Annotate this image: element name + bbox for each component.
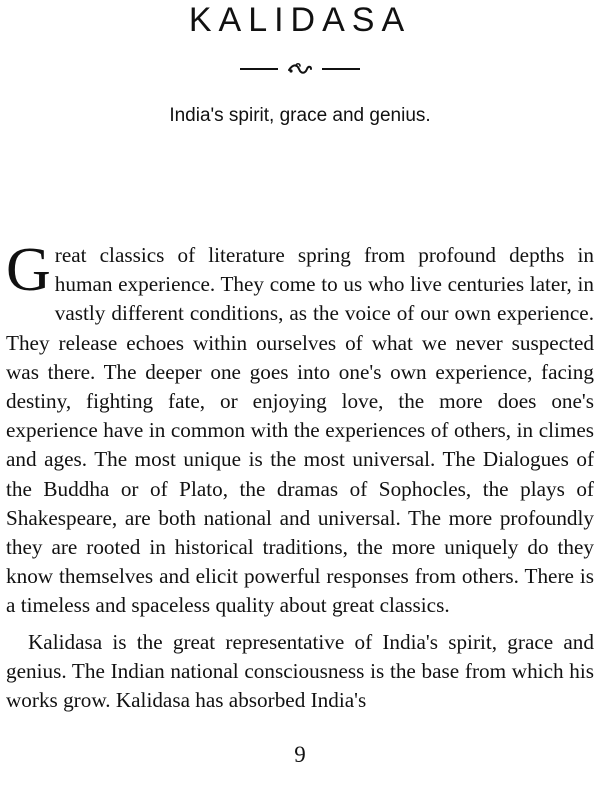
divider-rule-right: [322, 68, 360, 70]
chapter-title: KALIDASA: [188, 1, 412, 39]
drop-cap: G: [6, 236, 51, 304]
paragraph-2: [6, 628, 594, 716]
flourish-ornament-icon: [287, 61, 313, 77]
chapter-subtitle: India's spirit, grace and genius.: [169, 105, 431, 126]
paragraph-1-text: reat classics of literature spring from profound depths in human experience. They come to us who live centuries later, in vastly different conditions, as the voice of our own experience. They release echoes within ourselves of what we never suspected was there. The deeper one goes into one's own experience, facing destiny, fighting fate, or enjoying love, the more does one's experience have in common with the experiences of others, in climes and ages. The most unique is the most universal. The Dialogues of the Buddha or of Plato, the dramas of Sophocles, the plays of Shakespeare, are both national and universal. The more profoundly they are rooted in historical traditions, the more uniquely do they know themselves and elicit powerful responses from others. There is a timeless and spaceless quality about great classics.: [6, 243, 594, 618]
body-text: [6, 236, 594, 715]
page-number: 9: [294, 742, 306, 767]
divider-rule-left: [240, 68, 278, 70]
ornament-divider: [0, 58, 600, 80]
paragraph-1: [6, 236, 594, 621]
paragraph-2-text: Kalidasa is the great representative of India's spirit, grace and genius. The Indian national consciousness is the base from which his works grow. Kalidasa has absorbed India's: [6, 629, 594, 713]
